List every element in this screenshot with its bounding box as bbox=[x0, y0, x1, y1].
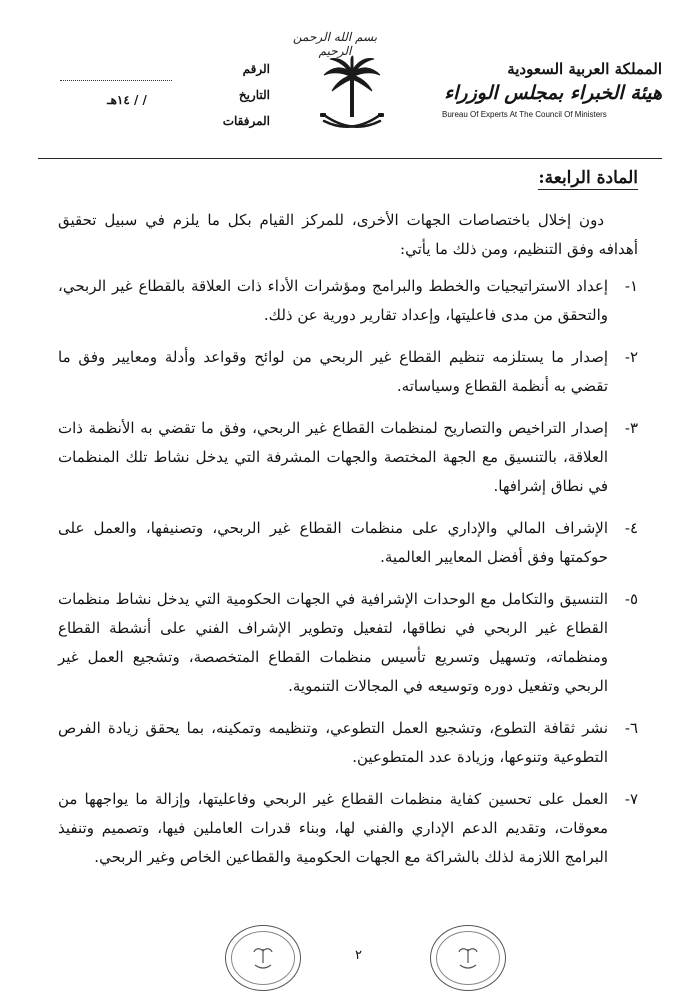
seal-palm-icon bbox=[457, 945, 479, 971]
item-number: ٤- bbox=[624, 519, 638, 537]
item-number: ١- bbox=[624, 277, 638, 295]
item-text: العمل على تحسين كفاية منظمات القطاع غير الربحي وفاعليتها، وإزالة ما يواجهها من معوقات، وتقديم الدعم الإداري والفني لها، وبناء قدرات العاملين فيها، وتصميم وتنفيذ البرامج اللازمة لذلك بالشراكة مع الجهات الحكومية والقطاعين الخاص وغير الربحي. bbox=[58, 790, 608, 866]
item-text: التنسيق والتكامل مع الوحدات الإشرافية في الجهات الحكومية التي يدخل نشاط منظمات القطاع غير الربحي في نطاقها، لتفعيل وتطوير الإشراف الفني على أنشطة القطاع ومنظماته، وتسهيل وتسريع تأسيس منظمات القطاع المتخصصة، وتشجيع العمل غير الربحي وتفعيل دوره وتوسيعه في المجالات التنموية. bbox=[58, 590, 608, 695]
official-seal-stamp-icon bbox=[225, 925, 301, 991]
item-text: إصدار ما يستلزمه تنظيم القطاع غير الربحي من لوائح وقواعد وأدلة ومعايير وفق ما تقضي به أنظمة القطاع وسياساته. bbox=[58, 348, 608, 395]
date-row bbox=[190, 88, 270, 114]
list-item bbox=[58, 585, 638, 701]
bureau-name: هيئة الخبراء بمجلس الوزراء bbox=[444, 82, 662, 104]
article-title-text: المادة الرابعة: bbox=[538, 168, 638, 188]
number-field-line bbox=[60, 80, 172, 81]
reference-meta-block bbox=[190, 62, 270, 140]
seal-palm-icon bbox=[252, 945, 274, 971]
number-label: الرقم bbox=[242, 62, 270, 76]
number-row bbox=[190, 62, 270, 88]
item-number: ٥- bbox=[624, 590, 638, 608]
list-item bbox=[58, 514, 638, 572]
article-items-list bbox=[58, 272, 638, 872]
list-item bbox=[58, 343, 638, 401]
official-seal-stamp-icon bbox=[430, 925, 506, 991]
item-text: إصدار التراخيص والتصاريح لمنظمات القطاع غير الربحي، وفق ما تقضي به الأنظمة ذات العلاقة، بالتنسيق مع الجهة المختصة والجهات المشرفة التي يدخل نشاط تلك المنظمات في نطاق إشرافها. bbox=[58, 419, 608, 495]
item-number: ٧- bbox=[624, 790, 638, 808]
page-number: ٢ bbox=[355, 948, 362, 963]
date-value: / / ١٤هـ bbox=[107, 93, 147, 107]
attachments-row bbox=[190, 114, 270, 140]
list-item bbox=[58, 414, 638, 501]
item-text: الإشراف المالي والإداري على منظمات القطاع غير الربحي، وتصنيفها، والعمل على حوكمتها وفق أفضل المعايير العالمية. bbox=[58, 519, 608, 566]
attachments-label: المرفقات bbox=[222, 114, 270, 128]
item-text: نشر ثقافة التطوع، وتشجيع العمل التطوعي، وتنظيمه وتمكينه، بما يحقق زيادة الفرص التطوعية وتنوعها، وزيادة عدد المتطوعين. bbox=[58, 719, 608, 766]
basmala: بسم الله الرحمن الرحيم bbox=[292, 30, 378, 58]
organization-block bbox=[442, 60, 662, 119]
list-item bbox=[58, 272, 638, 330]
country-name: المملكة العربية السعودية bbox=[507, 60, 662, 78]
bureau-name-english: Bureau Of Experts At The Council Of Ministers bbox=[442, 110, 607, 119]
header-divider bbox=[38, 158, 662, 159]
item-number: ٢- bbox=[624, 348, 638, 366]
date-label: التاريخ bbox=[238, 88, 270, 102]
item-number: ٣- bbox=[624, 419, 638, 437]
item-number: ٦- bbox=[624, 719, 638, 737]
article-title bbox=[538, 168, 638, 188]
article-body bbox=[58, 206, 638, 885]
article-intro: دون إخلال باختصاصات الجهات الأخرى، للمركز القيام بكل ما يلزم في سبيل تحقيق أهدافه وفق التنظيم، ومن ذلك ما يأتي: bbox=[58, 211, 638, 258]
list-item bbox=[58, 785, 638, 872]
item-text: إعداد الاستراتيجيات والخطط والبرامج ومؤشرات الأداء ذات العلاقة بالقطاع غير الربحي، والتحقق من مدى فاعليتها، وإعداد تقارير دورية عن ذلك. bbox=[58, 277, 608, 324]
list-item bbox=[58, 714, 638, 772]
palm-swords-emblem-icon bbox=[318, 55, 386, 140]
